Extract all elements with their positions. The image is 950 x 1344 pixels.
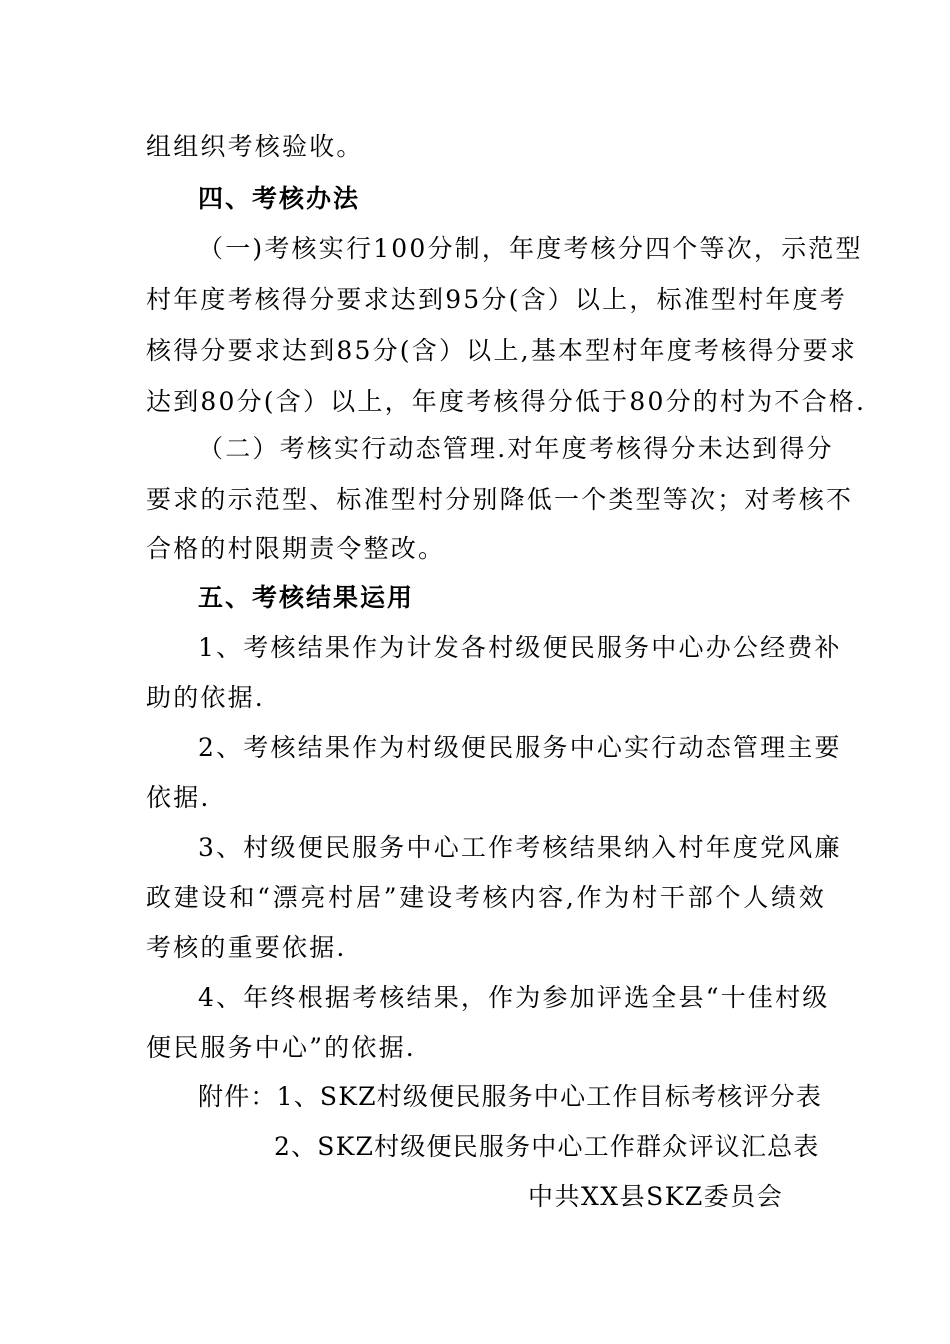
paragraph-line: 合格的村限期责令整改。: [146, 534, 446, 563]
paragraph-line: （一)考核实行100分制，年度考核分四个等次，示范型: [198, 234, 863, 263]
paragraph-line: 组组织考核验收。: [146, 132, 364, 161]
paragraph-line: 达到80分(含）以上，年度考核得分低于80分的村为不合格.: [146, 387, 867, 416]
section-heading-result-usage: 五、考核结果运用: [198, 583, 415, 612]
signature-organization: 中共XX县SKZ委员会: [528, 1182, 784, 1211]
paragraph-line: 村年度考核得分要求达到95分(含）以上，标准型村年度考: [146, 285, 847, 314]
paragraph-line: （二）考核实行动态管理.对年度考核得分未达到得分: [198, 434, 834, 463]
list-item-line: 3、村级便民服务中心工作考核结果纳入村年度党风廉: [198, 833, 842, 862]
list-item-line: 考核的重要依据.: [146, 933, 347, 962]
list-item-line: 2、考核结果作为村级便民服务中心实行动态管理主要: [198, 733, 842, 762]
paragraph-line: 要求的示范型、标准型村分别降低一个类型等次；对考核不: [146, 485, 854, 514]
attachment-line-1: 附件：1、SKZ村级便民服务中心工作目标考核评分表: [198, 1082, 823, 1111]
list-item-line: 助的依据.: [146, 683, 265, 712]
attachment-line-2: 2、SKZ村级便民服务中心工作群众评议汇总表: [274, 1132, 820, 1161]
list-item-line: 4、年终根据考核结果，作为参加评选全县“十佳村级: [198, 983, 830, 1012]
paragraph-line: 核得分要求达到85分(含）以上,基本型村年度考核得分要求: [146, 336, 858, 365]
list-item-line: 便民服务中心”的依据.: [146, 1033, 416, 1062]
list-item-line: 1、考核结果作为计发各村级便民服务中心办公经费补: [198, 633, 842, 662]
list-item-line: 政建设和“漂亮村居”建设考核内容,作为村干部个人绩效: [146, 883, 826, 912]
section-heading-assessment-method: 四、考核办法: [198, 184, 361, 213]
list-item-line: 依据.: [146, 783, 211, 812]
